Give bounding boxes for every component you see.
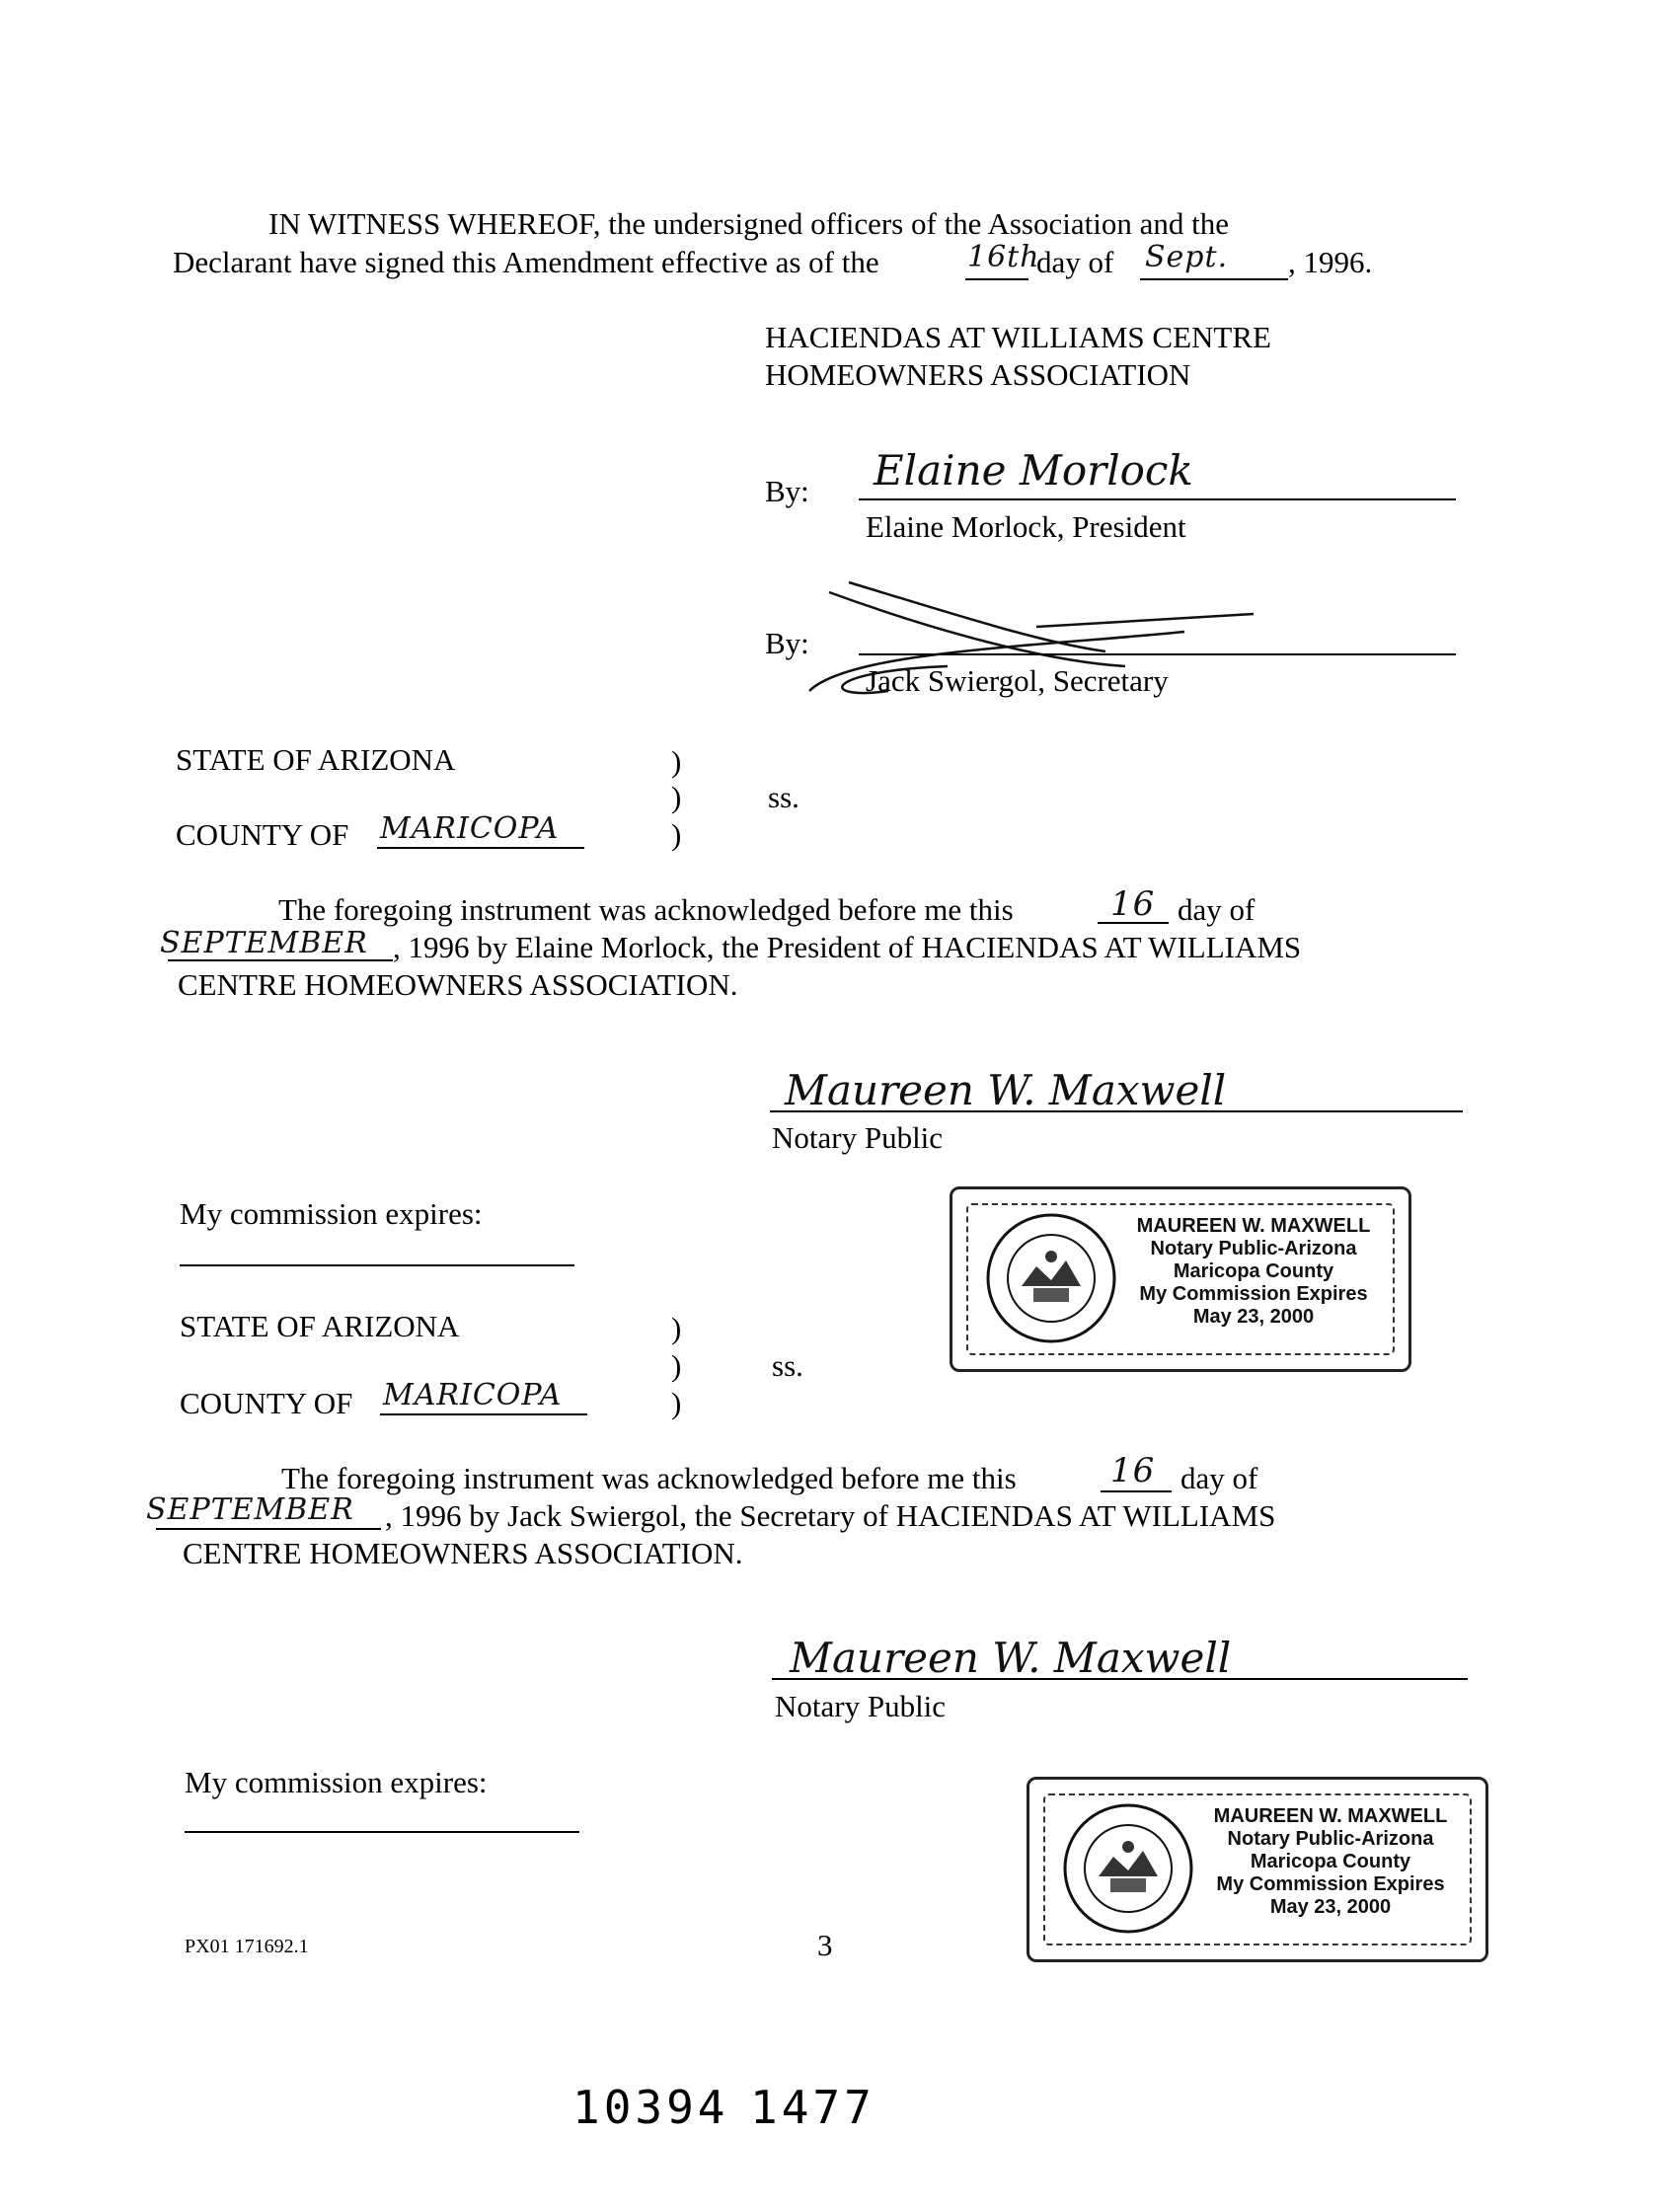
secretary-printed-name: Jack Swiergol, Secretary	[866, 663, 1169, 698]
county-label-1: COUNTY OF	[176, 817, 349, 852]
seal-title: Notary Public-Arizona	[1227, 1828, 1434, 1850]
ack1-month: SEPTEMBER	[160, 926, 368, 960]
ack2-day-underline	[1101, 1490, 1172, 1492]
notary-signature-line-1	[770, 1110, 1463, 1112]
commission-line-2	[185, 1831, 579, 1833]
effective-day-underline	[965, 278, 1028, 280]
seal-commission: My Commission Expires	[1139, 1283, 1368, 1305]
effective-day-handwritten: 16th	[967, 240, 1040, 274]
ack1-text-2: , 1996 by Elaine Morlock, the President of HACIENDAS AT WILLIAMS	[393, 930, 1302, 964]
ack1-day: 16	[1110, 884, 1156, 924]
ack1-month-underline	[168, 959, 393, 961]
by-label-2: By:	[765, 626, 809, 660]
association-name-2: HOMEOWNERS ASSOCIATION	[765, 357, 1191, 392]
county-label-2: COUNTY OF	[180, 1386, 353, 1420]
president-printed-name: Elaine Morlock, President	[866, 509, 1186, 544]
paren-2c: )	[671, 1386, 682, 1420]
association-name-1: HACIENDAS AT WILLIAMS CENTRE	[765, 320, 1271, 354]
notary-signature-2: Maureen W. Maxwell	[790, 1634, 1232, 1682]
ack2-month: SEPTEMBER	[146, 1492, 354, 1527]
paren-1a: )	[671, 744, 682, 779]
ack2-text-1b: day of	[1180, 1461, 1258, 1495]
seal-county: Maricopa County	[1173, 1260, 1334, 1282]
county-handwritten-1: MARICOPA	[380, 811, 560, 846]
ack2-text-3: CENTRE HOMEOWNERS ASSOCIATION.	[183, 1536, 743, 1570]
commission-label-1: My commission expires:	[180, 1196, 483, 1231]
notary-signature-line-2	[772, 1678, 1468, 1680]
seal-name: MAUREEN W. MAXWELL	[1213, 1805, 1448, 1827]
notary-seal-1	[950, 1186, 1411, 1372]
by-label-1: By:	[765, 474, 809, 508]
seal-expiry: May 23, 2000	[1192, 1306, 1315, 1328]
commission-line-1	[180, 1264, 574, 1266]
witness-line-1: IN WITNESS WHEREOF, the undersigned officers of the Association and the	[268, 206, 1229, 241]
page-number: 3	[817, 1928, 833, 1962]
witness-line-2a: Declarant have signed this Amendment effective as of the	[173, 245, 879, 279]
paren-2a: )	[671, 1311, 682, 1345]
ss-label-1: ss.	[768, 780, 799, 814]
recording-number-a: 10394	[572, 2081, 729, 2134]
notary-seal-2	[1027, 1777, 1488, 1962]
paren-1c: )	[671, 817, 682, 852]
seal-text-1	[1120, 1215, 1387, 1329]
witness-line-2b: day of	[1036, 245, 1114, 279]
seal-expiry: May 23, 2000	[1269, 1896, 1392, 1918]
ack1-day-underline	[1098, 922, 1169, 924]
president-signature: Elaine Morlock	[874, 446, 1193, 495]
seal-title: Notary Public-Arizona	[1150, 1238, 1357, 1259]
ack2-day: 16	[1110, 1451, 1156, 1490]
state-label-1: STATE OF ARIZONA	[176, 742, 456, 777]
ack1-text-1a: The foregoing instrument was acknowledged before me this	[278, 892, 1014, 927]
seal-commission: My Commission Expires	[1216, 1873, 1445, 1895]
paren-2b: )	[671, 1348, 682, 1383]
seal-text-2	[1197, 1805, 1464, 1919]
paren-1b: )	[671, 780, 682, 814]
state-seal-icon	[982, 1209, 1120, 1347]
state-label-2: STATE OF ARIZONA	[180, 1309, 460, 1343]
commission-label-2: My commission expires:	[185, 1765, 488, 1799]
ack2-text-1a: The foregoing instrument was acknowledged before me this	[281, 1461, 1017, 1495]
recording-number-b: 1477	[750, 2081, 875, 2134]
ack2-month-underline	[156, 1528, 381, 1530]
secretary-signature-line	[859, 653, 1456, 655]
notary-label-1: Notary Public	[772, 1120, 944, 1155]
seal-name: MAUREEN W. MAXWELL	[1136, 1215, 1371, 1237]
president-signature-line	[859, 498, 1456, 500]
notary-signature-1: Maureen W. Maxwell	[785, 1066, 1227, 1114]
notary-label-2: Notary Public	[775, 1689, 947, 1723]
seal-county: Maricopa County	[1250, 1851, 1411, 1872]
state-seal-icon	[1059, 1799, 1197, 1938]
effective-month-handwritten: Sept.	[1145, 240, 1229, 274]
ss-label-2: ss.	[772, 1348, 803, 1383]
witness-line-2c: , 1996.	[1288, 245, 1373, 279]
document-id: PX01 171692.1	[185, 1936, 309, 1957]
county-handwritten-2: MARICOPA	[383, 1378, 563, 1412]
effective-month-underline	[1140, 278, 1288, 280]
county-underline-1	[377, 847, 584, 849]
county-underline-2	[380, 1413, 587, 1415]
ack2-text-2: , 1996 by Jack Swiergol, the Secretary of HACIENDAS AT WILLIAMS	[385, 1498, 1276, 1533]
ack1-text-1b: day of	[1178, 892, 1256, 927]
ack1-text-3: CENTRE HOMEOWNERS ASSOCIATION.	[178, 967, 738, 1002]
